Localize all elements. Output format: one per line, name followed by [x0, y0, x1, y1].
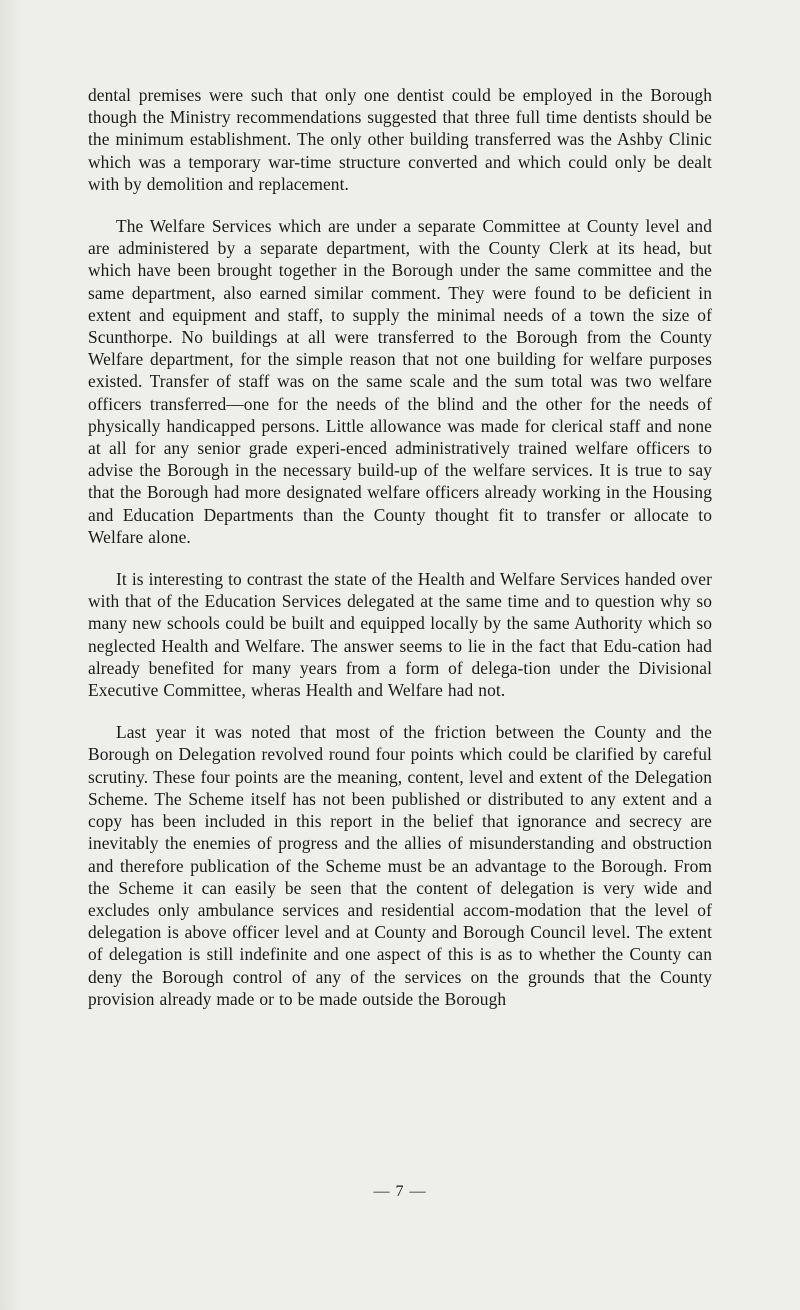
page-number: — 7 — — [373, 1183, 427, 1200]
paragraph-4: Last year it was noted that most of the friction between the County and the Borough on Delegation revolved round four points which could be clarified by careful scrutiny. These four points are the meaning, content, level and extent of the Delegation Scheme. The Scheme itself has not been published or distributed to any extent and a copy has been included in this report in the belief that ignorance and secrecy are inevitably the enemies of progress and the allies of misunderstanding and obstruction and therefore publication of the Scheme must be an advantage to the Borough. From the Scheme it can easily be seen that the content of delegation is very wide and excludes only ambulance services and residential accom-modation that the level of delegation is above officer level and at County and Borough Council level. The extent of delegation is still indefinite and one aspect of this is as to whether the County can deny the Borough control of any of the services on the grounds that the County provision already made or to be made outside the Borough — [88, 722, 712, 1009]
paragraph-3: It is interesting to contrast the state of the Health and Welfare Services handed over with that of the Education Services delegated at the same time and to question why so many new schools could be built and equipped locally by the same Authority which so neglected Health and Welfare. The answer seems to lie in the fact that Edu-cation had already benefited for many years from a form of delega-tion under the Divisional Executive Committee, wheras Health and Welfare had not. — [88, 569, 712, 701]
paragraph-2: The Welfare Services which are under a separate Committee at County level and are administered by a separate department, with the County Clerk at its head, but which have been brought together in the Borough under the same committee and the same department, also earned similar comment. They were found to be deficient in extent and equipment and staff, to supply the minimal needs of a town the size of Scunthorpe. No buildings at all were transferred to the Borough from the County Welfare department, for the simple reason that not one building for welfare purposes existed. Transfer of staff was on the same scale and the sum total was two welfare officers transferred—one for the needs of the blind and the other for the needs of physically handicapped persons. Little allowance was made for clerical staff and none at all for any senior grade experi-enced administratively trained welfare officers to advise the Borough in the necessary build-up of the welfare services. It is true to say that the Borough had more designated welfare officers already working in the Housing and Education Departments than the County thought fit to transfer or allocate to Welfare alone. — [88, 216, 712, 547]
paragraph-1: dental premises were such that only one dentist could be employed in the Borough though the Ministry recommendations suggested that three full time dentists should be the minimum establishment. The only other building transferred was the Ashby Clinic which was a temporary war-time structure converted and which could only be dealt with by demolition and replacement. — [88, 85, 712, 194]
body-text — [88, 84, 712, 1030]
